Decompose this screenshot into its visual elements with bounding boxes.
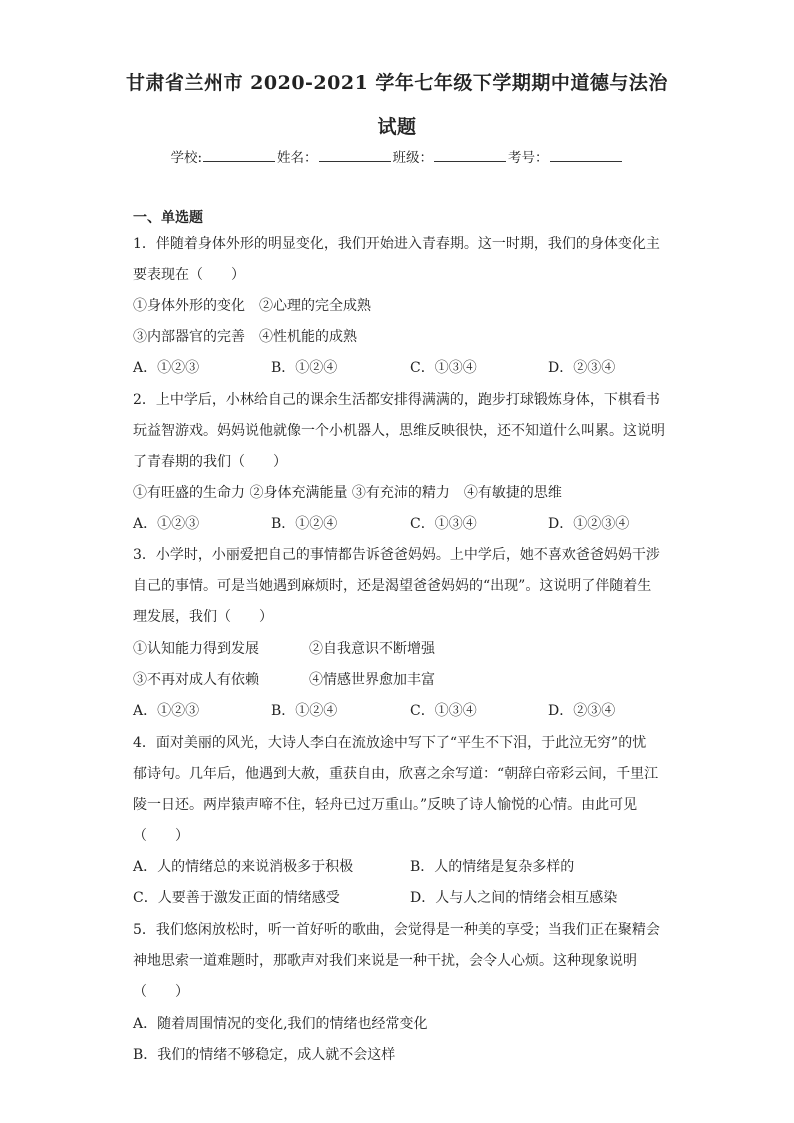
q3-item-2: ②自我意识不断增强 xyxy=(309,641,435,657)
q4-option-a: A．人的情绪总的来说消极多于积极 xyxy=(133,859,354,875)
exam-no-label: 考号： xyxy=(508,150,549,166)
q4-stem-line1: 4．面对美丽的风光，大诗人李白在流放途中写下了“平生不下泪，于此泣无穷”的忧 xyxy=(133,735,647,751)
q3-stem-line2: 自己的事情。可是当她遇到麻烦时，还是渴望爸爸妈妈的“出现”。这说明了伴随着生 xyxy=(133,578,652,594)
q3-option-d: D．②③④ xyxy=(548,703,616,719)
q4-stem-line3: 陵一日还。两岸猿声啼不住，轻舟已过万重山。”反映了诗人愉悦的心情。由此可见 xyxy=(133,797,638,813)
q4-stem-line2: 郁诗句。几年后，他遇到大赦，重获自由，欣喜之余写道：“朝辞白帝彩云间，千里江 xyxy=(133,766,659,782)
q2-stem-line2: 玩益智游戏。妈妈说他就像一个小机器人，思维反映很快，还不知道什么叫累。这说明 xyxy=(133,423,665,439)
q1-option-a: A．①②③ xyxy=(133,360,200,376)
exam-no-blank[interactable] xyxy=(550,147,622,162)
q2-stem-line1: 2．上中学后，小林给自己的课余生活都安排得满满的，跑步打球锻炼身体，下棋看书 xyxy=(133,392,660,408)
q3-stem-line3: 理发展，我们（ ） xyxy=(133,609,273,625)
q2-option-c: C．①③④ xyxy=(410,516,477,532)
q1-items-line2: ③内部器官的完善 ④性机能的成熟 xyxy=(133,329,357,345)
q4-stem-line4: （ ） xyxy=(133,828,189,844)
q5-option-a: A．随着周围情况的变化,我们的情绪也经常变化 xyxy=(133,1016,428,1032)
q1-items-line1: ①身体外形的变化 ②心理的完全成熟 xyxy=(133,298,371,314)
student-info-line xyxy=(0,146,794,166)
school-blank[interactable] xyxy=(203,147,275,162)
q1-stem-line2: 要表现在（ ） xyxy=(133,267,245,283)
exam-title-line2: 试题 xyxy=(377,116,417,138)
q5-option-b: B．我们的情绪不够稳定，成人就不会这样 xyxy=(133,1047,396,1063)
q2-option-b: B．①②④ xyxy=(271,516,338,532)
q4-option-c: C．人要善于激发正面的情绪感受 xyxy=(133,890,340,906)
q3-option-b: B．①②④ xyxy=(271,703,338,719)
q1-option-c: C．①③④ xyxy=(410,360,477,376)
q3-option-c: C．①③④ xyxy=(410,703,477,719)
q2-stem-line3: 了青春期的我们（ ） xyxy=(133,454,287,470)
q2-items-line1: ①有旺盛的生命力 ②身体充满能量 ③有充沛的精力 ④有敏捷的思维 xyxy=(133,485,562,501)
q3-item-1: ①认知能力得到发展 xyxy=(133,641,259,657)
exam-title-line1: 甘肃省兰州市 2020-2021 学年七年级下学期期中道德与法治 xyxy=(126,72,668,94)
q2-option-d: D．①②③④ xyxy=(548,516,630,532)
q3-item-3: ③不再对成人有依赖 xyxy=(133,672,259,688)
q4-option-d: D．人与人之间的情绪会相互感染 xyxy=(410,890,618,906)
section-title: 一、单选题 xyxy=(133,210,203,226)
q5-stem-line2: 神地思索一道难题时，那歌声对我们来说是一种干扰，会令人心烦。这种现象说明 xyxy=(133,953,637,969)
q2-option-a: A．①②③ xyxy=(133,516,200,532)
name-blank[interactable] xyxy=(319,147,391,162)
q4-option-b: B．人的情绪是复杂多样的 xyxy=(410,859,575,875)
q1-stem-line1: 1．伴随着身体外形的明显变化，我们开始进入青春期。这一时期，我们的身体变化主 xyxy=(133,236,660,252)
q3-option-a: A．①②③ xyxy=(133,703,200,719)
q3-stem-line1: 3．小学时，小丽爱把自己的事情都告诉爸爸妈妈。上中学后，她不喜欢爸爸妈妈干涉 xyxy=(133,547,660,563)
name-label: 姓名： xyxy=(277,150,318,166)
q1-option-b: B．①②④ xyxy=(271,360,338,376)
school-label: 学校: xyxy=(170,150,203,166)
q1-option-d: D．②③④ xyxy=(548,360,616,376)
class-blank[interactable] xyxy=(434,147,506,162)
q3-item-4: ④情感世界愈加丰富 xyxy=(309,672,435,688)
q5-stem-line1: 5．我们悠闲放松时，听一首好听的歌曲，会觉得是一种美的享受；当我们正在聚精会 xyxy=(133,922,660,938)
class-label: 班级： xyxy=(392,150,434,166)
q5-stem-line3: （ ） xyxy=(133,984,189,1000)
